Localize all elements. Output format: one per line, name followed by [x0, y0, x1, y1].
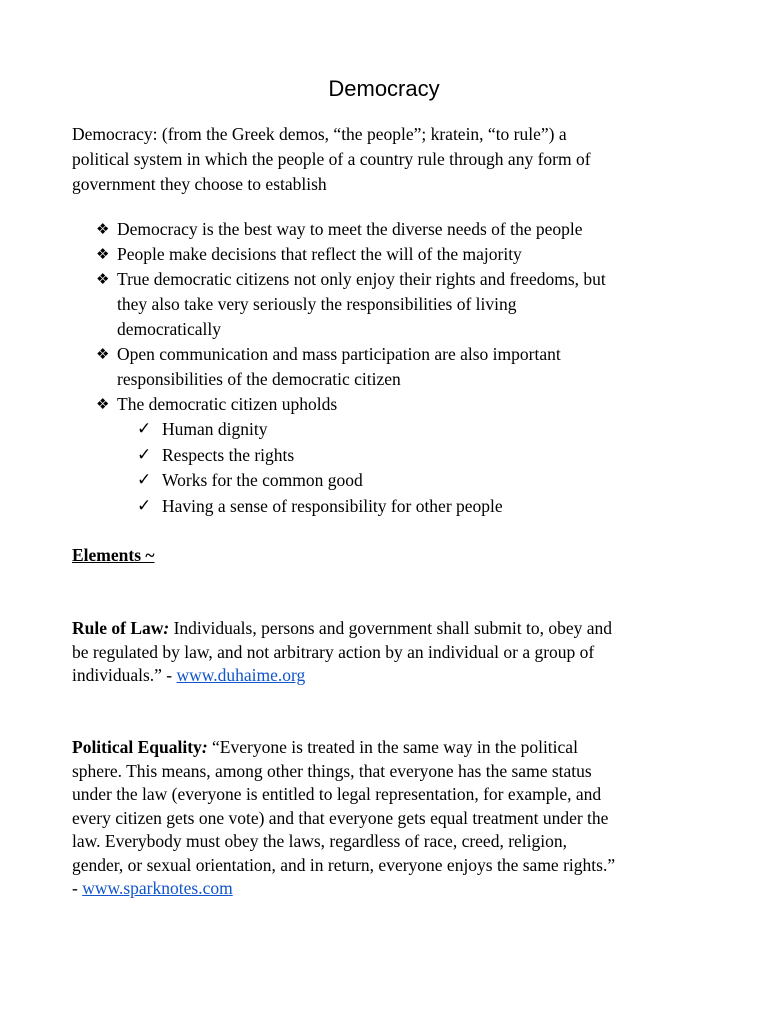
check-text: Respects the rights: [162, 444, 295, 465]
bullet-text: democratically: [117, 319, 221, 339]
bullet-text: responsibilities of the democratic citizen: [117, 369, 401, 389]
diamond-bullet-icon: ❖: [96, 220, 110, 238]
paragraph-text: be regulated by law, and not arbitrary action by an individual or a group of: [72, 641, 595, 662]
bullet-item: [96, 242, 696, 267]
check-item: [137, 417, 696, 443]
rule-of-law-paragraph: [72, 617, 702, 688]
bullet-text: they also take very seriously the responsibilities of living: [117, 294, 517, 314]
term-colon: :: [163, 618, 170, 638]
diamond-bullet-icon: ❖: [96, 345, 110, 363]
diamond-bullet-icon: ❖: [96, 395, 110, 413]
bullet-text: True democratic citizens not only enjoy their rights and freedoms, but: [117, 269, 606, 289]
paragraph-text: every citizen gets one vote) and that everyone gets equal treatment under the: [72, 807, 609, 828]
checkmark-icon: ✓: [137, 470, 152, 490]
bullet-item: [96, 392, 696, 519]
checkmark-icon: ✓: [137, 444, 152, 465]
rule-of-law-term: Rule of Law: [72, 618, 164, 638]
political-equality-term: Political Equality: [72, 737, 202, 757]
bullet-list: [96, 217, 696, 519]
check-text: Works for the common good: [162, 470, 363, 490]
paragraph-text: individuals.” -: [72, 665, 177, 685]
sparknotes-link[interactable]: www.sparknotes.com: [82, 878, 233, 898]
check-item: [137, 468, 696, 494]
intro-line: Democracy: (from the Greek demos, “the people”; kratein, “to rule”) a: [72, 124, 567, 144]
paragraph-text: law. Everybody must obey the laws, regardless of race, creed, religion,: [72, 831, 568, 851]
duhaime-link[interactable]: www.duhaime.org: [176, 665, 306, 685]
check-item: [137, 494, 696, 520]
page-title: Democracy: [328, 76, 440, 101]
intro-paragraph: [72, 122, 712, 197]
bullet-text: Open communication and mass participation are also important: [117, 344, 561, 364]
checkmark-icon: ✓: [137, 419, 152, 439]
paragraph-text: gender, or sexual orientation, and in return, everyone enjoys the same rights.”: [72, 854, 616, 875]
political-equality-paragraph: [72, 736, 702, 901]
paragraph-text: “Everyone is treated in the same way in the political: [207, 737, 578, 757]
intro-line: political system in which the people of a country rule through any form of: [72, 149, 591, 169]
paragraph-text: -: [72, 878, 83, 898]
bullet-item: [96, 342, 696, 392]
bullet-item: [96, 217, 696, 242]
check-text: Having a sense of responsibility for other people: [162, 495, 503, 516]
diamond-bullet-icon: ❖: [96, 270, 110, 288]
check-text: Human dignity: [162, 419, 268, 439]
bullet-item: [96, 267, 696, 342]
term-colon: :: [201, 737, 208, 757]
diamond-bullet-icon: ❖: [96, 245, 110, 263]
paragraph-text: Individuals, persons and government shall submit to, obey and: [169, 618, 612, 638]
check-list: [117, 417, 696, 519]
checkmark-icon: ✓: [137, 495, 152, 516]
paragraph-text: under the law (everyone is entitled to legal representation, for example, and: [72, 784, 602, 804]
bullet-text: The democratic citizen upholds: [117, 394, 338, 414]
bullet-text: People make decisions that reflect the will of the majority: [117, 244, 522, 264]
elements-heading: Elements ~: [72, 545, 155, 565]
bullet-text: Democracy is the best way to meet the diverse needs of the people: [117, 219, 583, 239]
intro-line: government they choose to establish: [72, 174, 327, 194]
check-item: [137, 443, 696, 469]
paragraph-text: sphere. This means, among other things, that everyone has the same status: [72, 760, 592, 781]
